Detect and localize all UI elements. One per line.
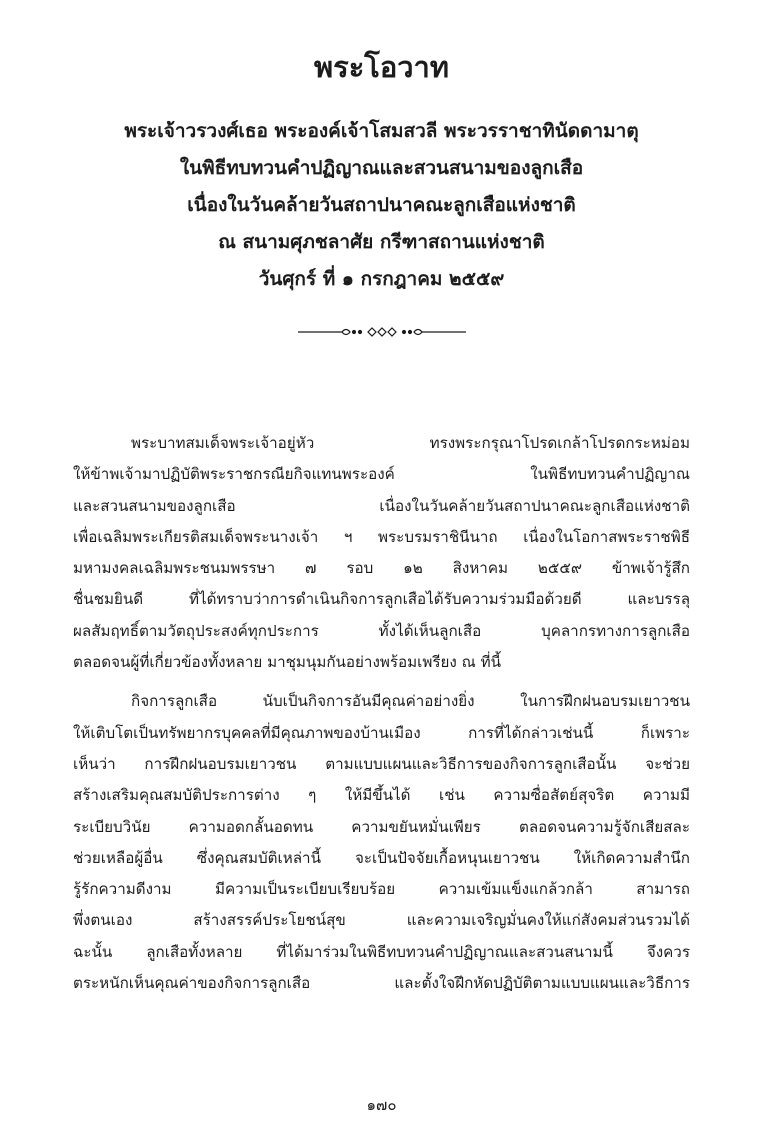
text-line: มหามงคลเฉลิมพระชนมพรรษา ๗ รอบ ๑๒ สิงหาคม ๒๕๕๙ ข้าพเจ้ารู้สึก bbox=[73, 559, 690, 578]
speech-body bbox=[73, 428, 690, 999]
paragraph-1 bbox=[73, 428, 690, 678]
divider-ornament-icon bbox=[296, 320, 468, 344]
text-line: กิจการลูกเสือ นับเป็นกิจการอันมีคุณค่าอย่างยิ่ง ในการฝึกฝนอบรมเยาวชน bbox=[131, 692, 690, 711]
text-line: ชื่นชมยินดี ที่ได้ทราบว่าการดำเนินกิจการลูกเสือได้รับความร่วมมือด้วยดี และบรรลุ bbox=[73, 590, 690, 609]
text-line: ช่วยเหลือผู้อื่น ซึ่งคุณสมบัติเหล่านี้ จะเป็นปัจจัยเกื้อหนุนเยาวชน ให้เกิดความสำนึก bbox=[73, 848, 690, 867]
text-line: ให้เติบโตเป็นทรัพยากรบุคคลที่มีคุณภาพของบ้านเมือง การที่ได้กล่าวเช่นนี้ ก็เพราะ bbox=[73, 723, 690, 742]
header-line-ceremony: ในพิธีทบทวนคำปฏิญาณและสวนสนามของลูกเสือ bbox=[179, 157, 584, 179]
text-line: ให้ข้าพเจ้ามาปฏิบัติพระราชกรณียกิจแทนพระองค์ ในพิธีทบทวนคำปฏิญาณ bbox=[73, 465, 690, 484]
text-line: ตระหนักเห็นคุณค่าของกิจการลูกเสือ และตั้งใจฝึกหัดปฏิบัติตามแบบแผนและวิธีการ bbox=[73, 974, 690, 993]
text-line: ตลอดจนผู้ที่เกี่ยวข้องทั้งหลาย มาชุมนุมกันอย่างพร้อมเพรียง ณ ที่นี้ bbox=[73, 653, 501, 672]
text-line: เพื่อเฉลิมพระเกียรติสมเด็จพระนางเจ้า ฯ พระบรมราชินีนาถ เนื่องในโอกาสพระราชพิธี bbox=[73, 527, 690, 546]
text-line: ระเบียบวินัย ความอดกลั้นอดทน ความขยันหมั่นเพียร ตลอดจนความรู้จักเสียสละ bbox=[73, 817, 690, 836]
text-line: ผลสัมฤทธิ์ตามวัตถุประสงค์ทุกประการ ทั้งได้เห็นลูกเสือ บุคลากรทางการลูกเสือ bbox=[73, 621, 690, 640]
speech-header bbox=[0, 113, 763, 298]
text-line: เห็นว่า การฝึกฝนอบรมเยาวชน ตามแบบแผนและวิธีการของกิจการลูกเสือนั้น จะช่วย bbox=[73, 754, 690, 773]
paragraph-2 bbox=[73, 686, 690, 999]
text-line: พึ่งตนเอง สร้างสรรค์ประโยชน์สุข และความเจริญมั่นคงให้แก่สังคมส่วนรวมได้ bbox=[73, 911, 690, 930]
text-line: สร้างเสริมคุณสมบัติประการต่าง ๆ ให้มีขึ้นได้ เช่น ความซื่อสัตย์สุจริต ความมี bbox=[73, 786, 690, 805]
text-line: รู้รักความดีงาม มีความเป็นระเบียบเรียบร้อย ความเข้มแข็งแกล้วกล้า สามารถ bbox=[73, 880, 690, 899]
header-line-speaker: พระเจ้าวรวงศ์เธอ พระองค์เจ้าโสมสวลี พระวรราชาทินัดดามาตุ bbox=[124, 120, 639, 142]
header-line-venue: ณ สนามศุภชลาศัย กรีฑาสถานแห่งชาติ bbox=[218, 231, 545, 253]
page-number: ๑๗๐ bbox=[366, 1096, 397, 1114]
header-line-occasion: เนื่องในวันคล้ายวันสถาปนาคณะลูกเสือแห่งชาติ bbox=[187, 194, 576, 216]
text-line: และสวนสนามของลูกเสือ เนื่องในวันคล้ายวันสถาปนาคณะลูกเสือแห่งชาติ bbox=[73, 496, 690, 515]
text-line: ฉะนั้น ลูกเสือทั้งหลาย ที่ได้มาร่วมในพิธีทบทวนคำปฏิญาณและสวนสนามนี้ จึงควร bbox=[73, 942, 690, 961]
text-line: พระบาทสมเด็จพระเจ้าอยู่หัว ทรงพระกรุณาโปรดเกล้าโปรดกระหม่อม bbox=[131, 434, 690, 452]
page-title: พระโอวาท bbox=[314, 50, 449, 84]
header-line-date: วันศุกร์ ที่ ๑ กรกฎาคม ๒๕๕๙ bbox=[258, 268, 505, 290]
